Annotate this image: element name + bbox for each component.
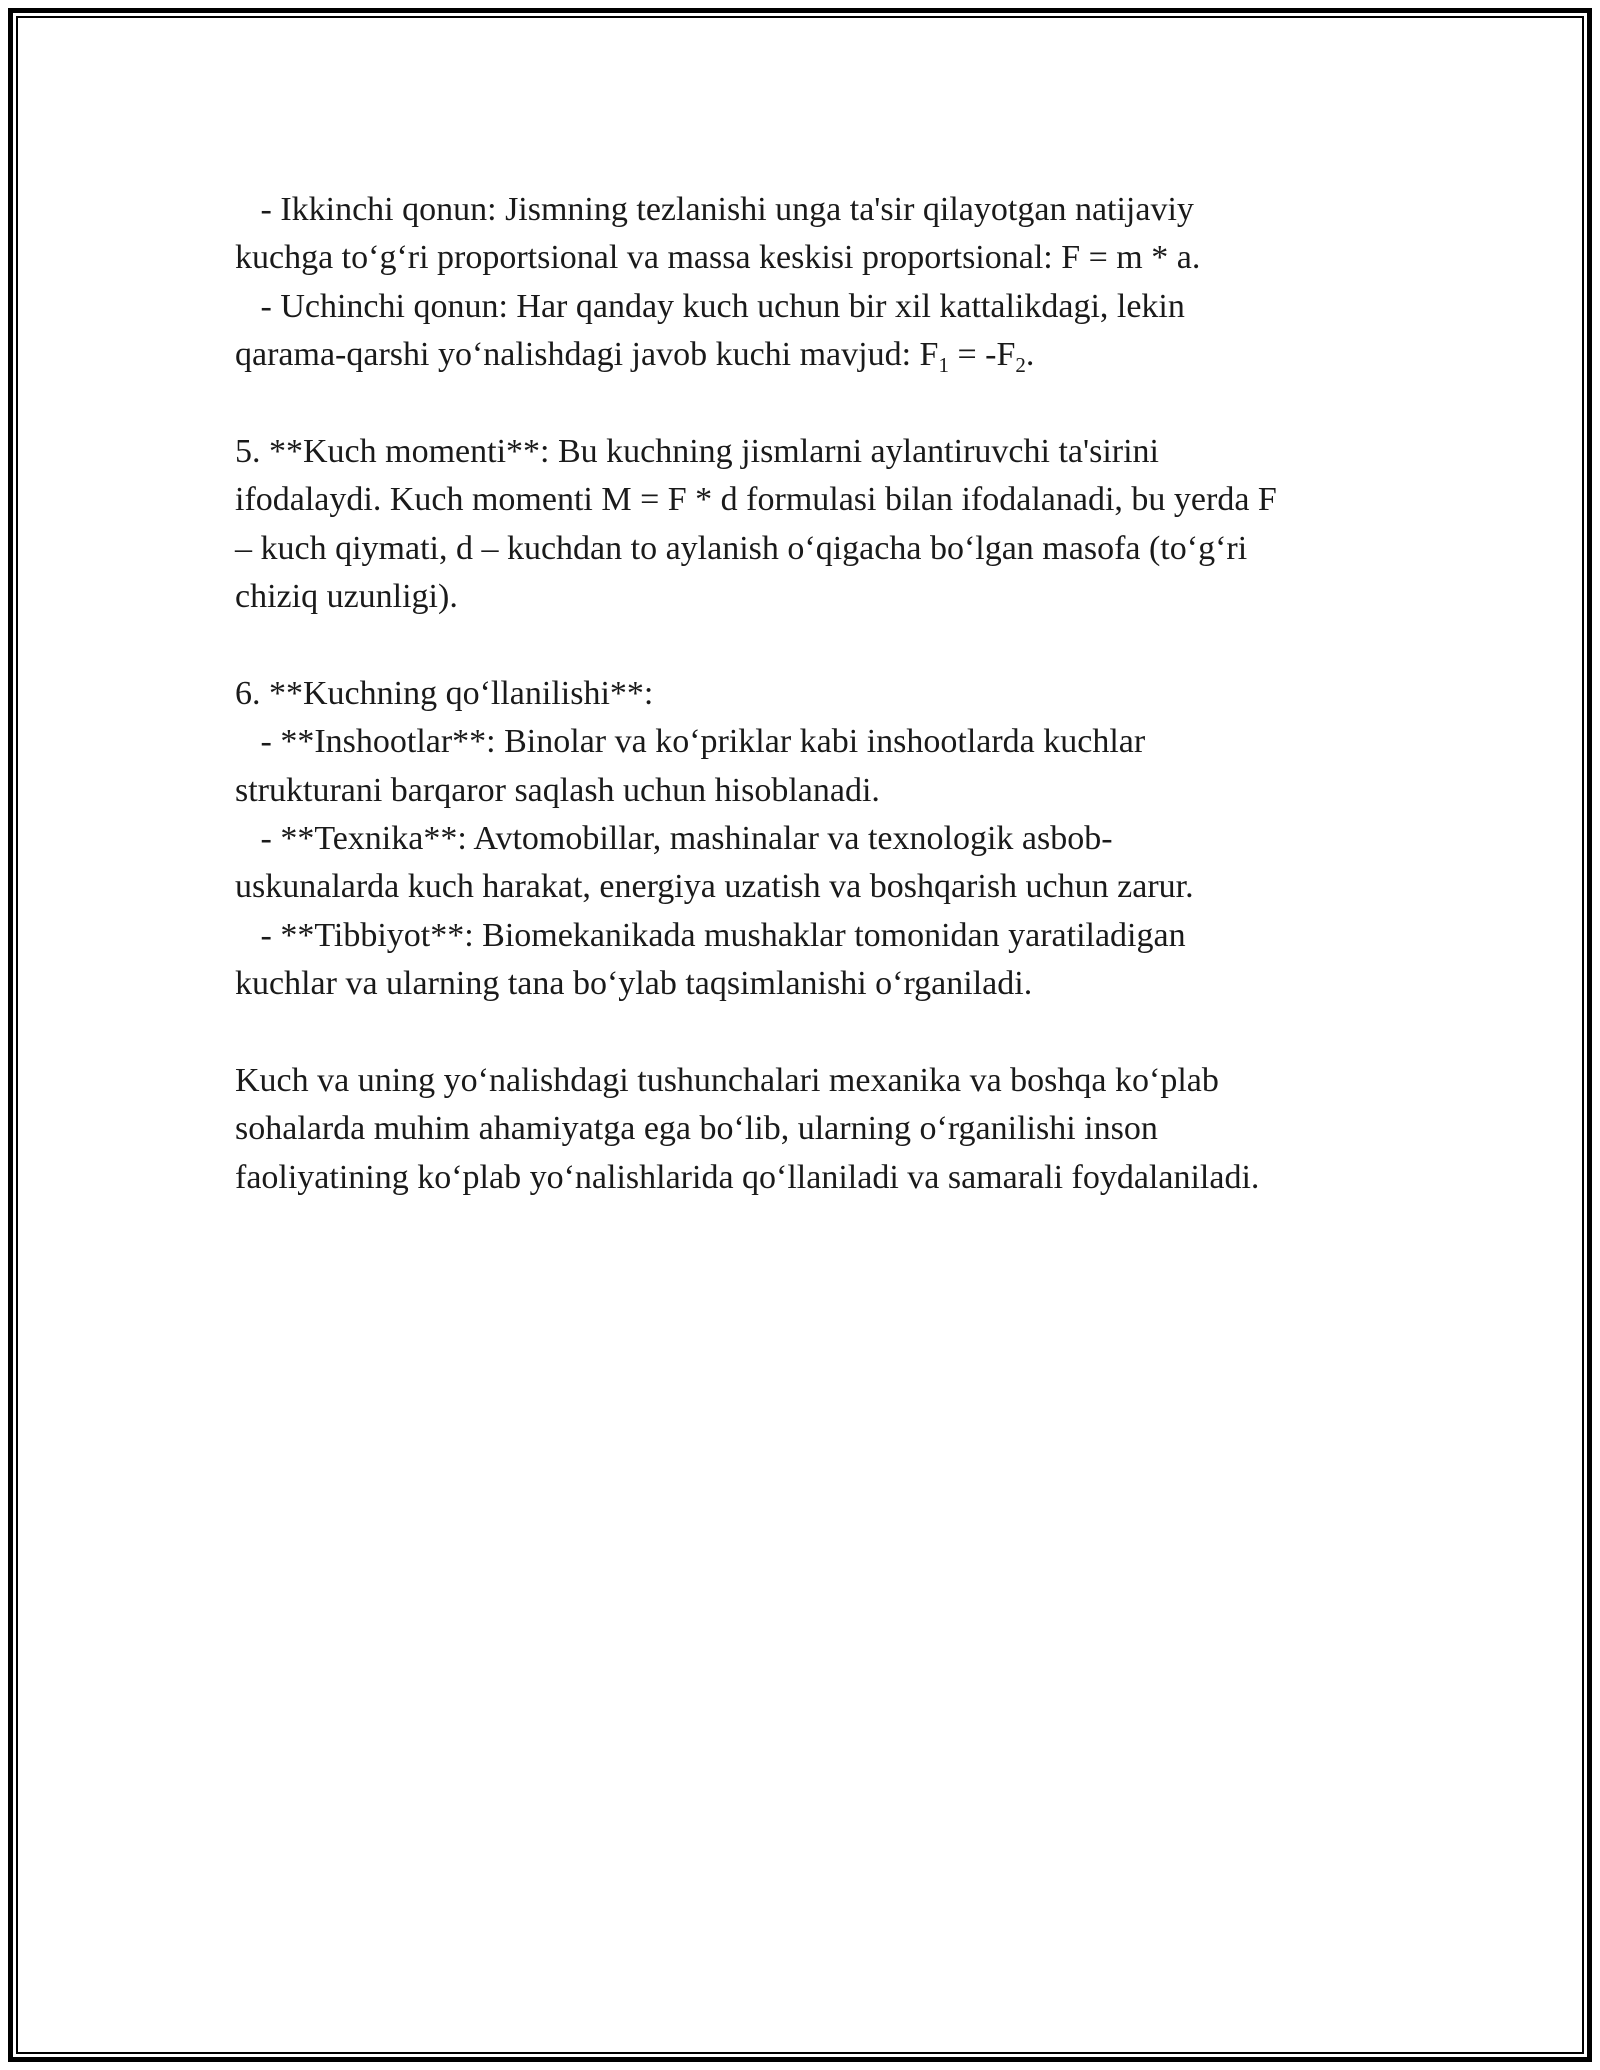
section6-heading: 6. **Kuchning qo‘llanilishi**: — [235, 674, 654, 712]
paragraph-gap — [235, 622, 1375, 670]
law3-line-2 — [235, 331, 1375, 379]
law3-line-1: - Uchinchi qonun: Har qanday kuch uchun bir xil kattalikdagi, lekin — [235, 287, 1185, 325]
paragraph-gap — [235, 1009, 1375, 1057]
conclusion-line-2: sohalarda muhim ahamiyatga ega bo‘lib, ularning o‘rganilishi inson — [235, 1110, 1158, 1148]
law3-equation: = -F — [948, 336, 1016, 374]
section5-line-4: chiziq uzunligi). — [235, 578, 458, 616]
subscript-2: 2 — [1015, 353, 1026, 378]
document-body — [235, 186, 1375, 1202]
section6-item3-line-2: kuchlar va ularning tana bo‘ylab taqsimlanishi o‘rganiladi. — [235, 965, 1033, 1003]
law3-text: qarama-qarshi yo‘nalishdagi javob kuchi mavjud: F — [235, 336, 939, 374]
conclusion-line-3: faoliyatining ko‘plab yo‘nalishlarida qo‘llaniladi va samarali foydalaniladi. — [235, 1158, 1260, 1196]
law3-period: . — [1025, 336, 1035, 374]
section5-line-1: 5. **Kuch momenti**: Bu kuchning jismlarni aylantiruvchi ta'sirini — [235, 432, 1159, 470]
section6-item2-line-2: uskunalarda kuch harakat, energiya uzatish va boshqarish uchun zarur. — [235, 868, 1194, 906]
section6-item1-line-1: - **Inshootlar**: Binolar va ko‘priklar kabi inshootlarda kuchlar — [235, 723, 1146, 761]
section6-item1-line-2: strukturani barqaror saqlash uchun hisoblanadi. — [235, 771, 880, 809]
law2-line-1: - Ikkinchi qonun: Jismning tezlanishi unga ta'sir qilayotgan natijaviy — [235, 191, 1194, 228]
subscript-1: 1 — [938, 353, 949, 378]
section5-line-3: – kuch qiymati, d – kuchdan to aylanish o‘qigacha bo‘lgan masofa (to‘g‘ri — [235, 529, 1248, 567]
section6-item2-line-1: - **Texnika**: Avtomobillar, mashinalar va texnologik asbob- — [235, 820, 1113, 858]
section6-item3-line-1: - **Tibbiyot**: Biomekanikada mushaklar tomonidan yaratiladigan — [235, 916, 1186, 954]
section5-line-2: ifodalaydi. Kuch momenti M = F * d formulasi bilan ifodalanadi, bu yerda F — [235, 481, 1277, 519]
paragraph-gap — [235, 380, 1375, 428]
conclusion-line-1: Kuch va uning yo‘nalishdagi tushunchalari mexanika va boshqa ko‘plab — [235, 1062, 1219, 1100]
law2-line-2: kuchga to‘g‘ri proportsional va massa keskisi proportsional: F = m * a. — [235, 239, 1201, 277]
